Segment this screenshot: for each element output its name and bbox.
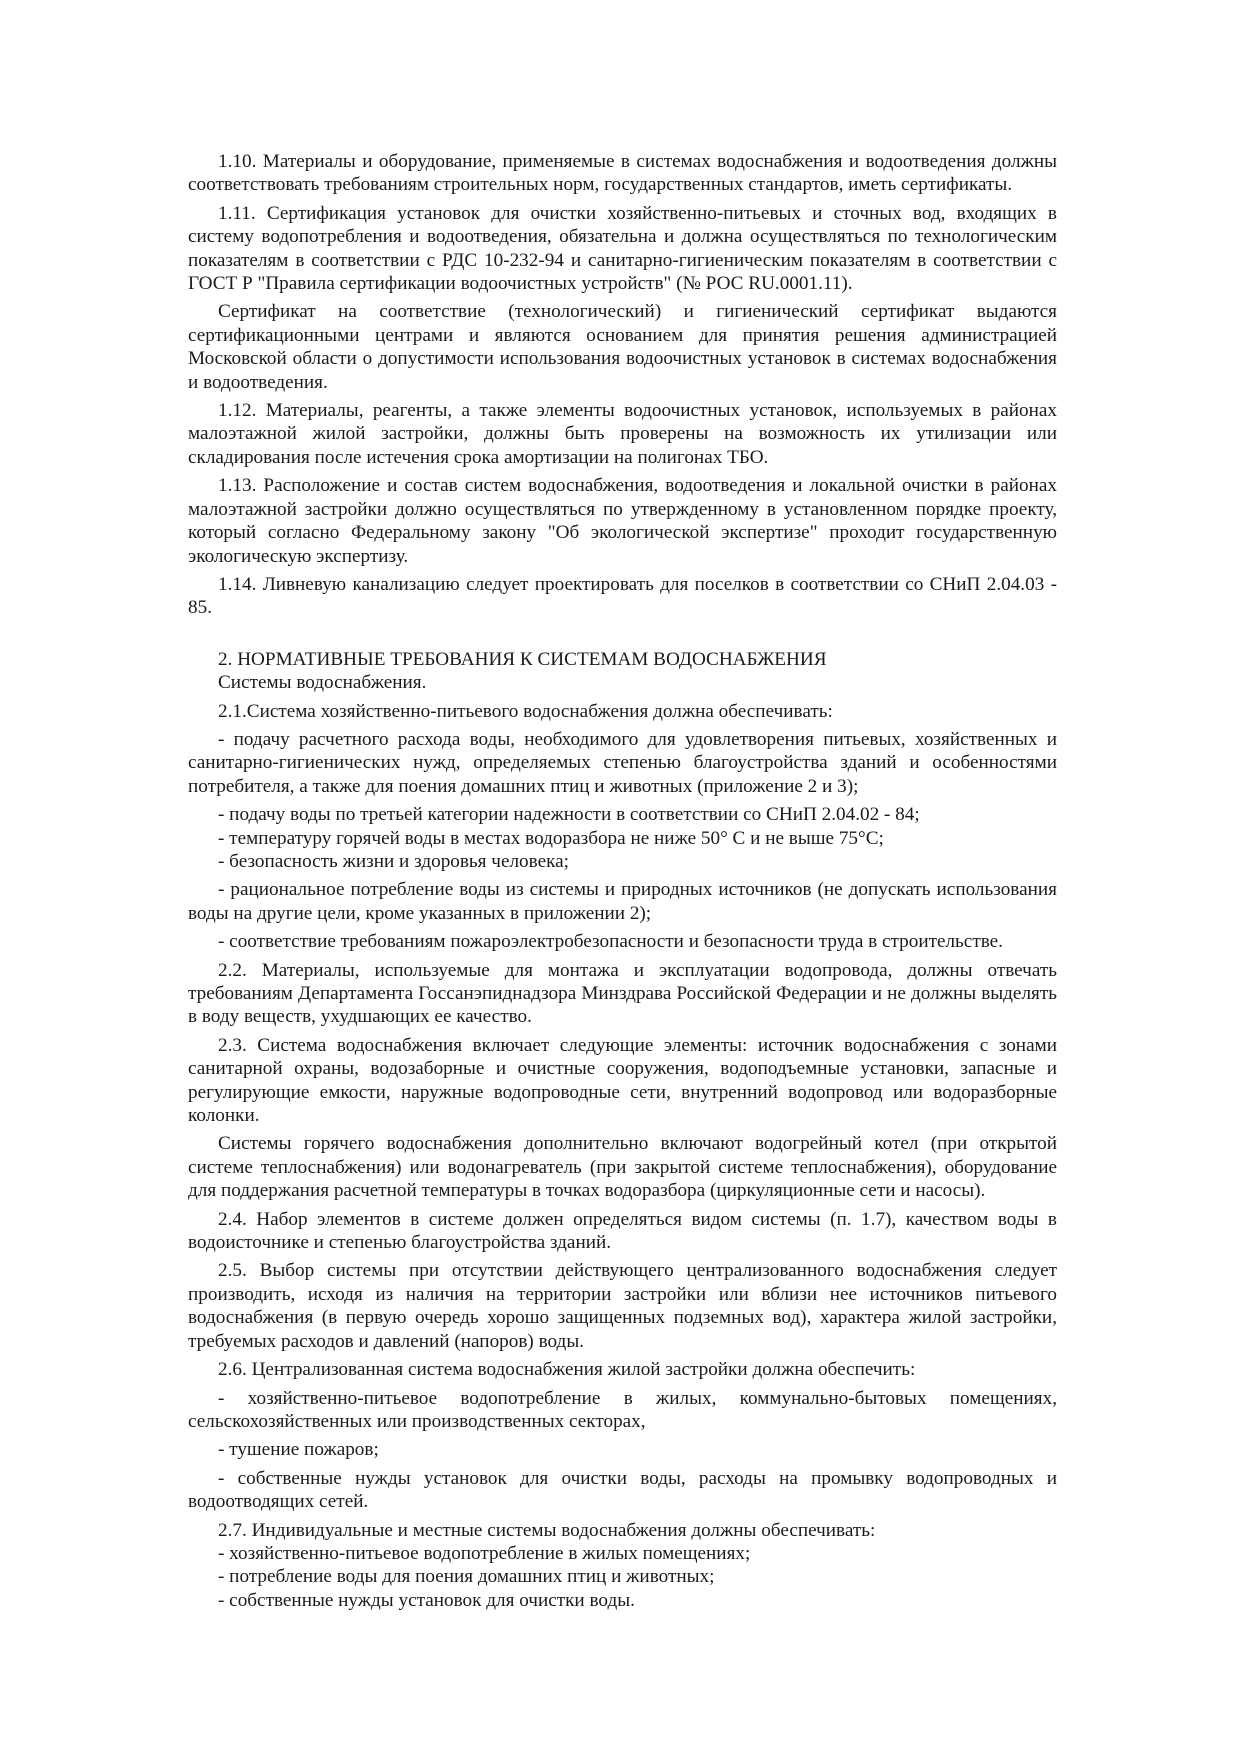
list-item-supply: - подачу расчетного расхода воды, необходимого для удовлетворения питьевых, хозяйственных и санитарно-гигиенических нужд, определяемых степенью благоустройства зданий и особенностями потребителя, а также для поения домашних птиц и животных (приложение 2 и 3); — [188, 728, 1057, 797]
paragraph-2-1: 2.1.Система хозяйственно-питьевого водоснабжения должна обеспечивать: — [218, 700, 833, 722]
paragraph-1-14: 1.14. Ливневую канализацию следует проектировать для поселков в соответствии со СНиП 2.04.03 - 85. — [188, 573, 1057, 619]
list-item-household: - хозяйственно-питьевое водопотребление в жилых, коммунально-бытовых помещениях, сельскохозяйственных или производственных секторах, — [188, 1387, 1057, 1432]
paragraph-2-2: 2.2. Материалы, используемые для монтажа и эксплуатации водопровода, должны отвечать требованиям Департамента Госсанэпиднадзора Минздрава Российской Федерации и не должны выделять в воду веществ, ухудшающих ее качество. — [188, 959, 1057, 1028]
paragraph-1-13: 1.13. Расположение и состав систем водоснабжения, водоотведения и локальной очистки в районах малоэтажной застройки должно осуществляться по утвержденному в установленном порядке проекту, который согласно Федеральному закону "Об экологической экспертизе" проходит государственную экологическую экспертизу. — [188, 475, 1057, 567]
list-item-firefighting: - тушение пожаров; — [218, 1439, 379, 1461]
paragraph-2-7: 2.7. Индивидуальные и местные системы водоснабжения должны обеспечивать: — [218, 1519, 876, 1541]
paragraph-hot-water: Системы горячего водоснабжения дополнительно включают водогрейный котел (при открытой системе теплоснабжения) или водонагреватель (при закрытой системе теплоснабжения), оборудование для поддержания расчетной температуры в точках водоразбора (циркуляционные сети и насосы). — [188, 1133, 1057, 1202]
section-2-heading: 2. НОРМАТИВНЫЕ ТРЕБОВАНИЯ К СИСТЕМАМ ВОДОСНАБЖЕНИЯ — [218, 648, 827, 670]
paragraph-2-5: 2.5. Выбор системы при отсутствии действующего централизованного водоснабжения следует производить, исходя из наличия на территории застройки или вблизи нее источников питьевого водоснабжения (в первую очередь хорошо защищенных подземных вод), характера жилой застройки, требуемых расходов и давлений (напоров) воды. — [188, 1260, 1057, 1352]
paragraph-2-6: 2.6. Централизованная система водоснабжения жилой застройки должна обеспечить: — [218, 1359, 916, 1381]
paragraph-1-11: 1.11. Сертификация установок для очистки хозяйственно-питьевых и сточных вод, входящих в систему водопотребления и водоотведения, обязательна и должна осуществляться по технологическим показателям в соответствии с РДС 10-232-94 и санитарно-гигиеническим показателям в соответствии с ГОСТ Р "Правила сертификации водоочистных устройств" (№ РОС RU.0001.11). — [188, 202, 1057, 295]
paragraph-certificate: Сертификат на соответствие (технологический) и гигиенический сертификат выдаются сертификационными центрами и являются основанием для принятия решения администрацией Московской области о допустимости использования водоочистных установок в системах водоснабжения и водоотведения. — [188, 301, 1057, 393]
paragraph-2-4: 2.4. Набор элементов в системе должен определяться видом системы (п. 1.7), качеством воды в водоисточнике и степенью благоустройства зданий. — [188, 1208, 1057, 1254]
paragraph-2-3: 2.3. Система водоснабжения включает следующие элементы: источник водоснабжения с зонами санитарной охраны, водозаборные и очистные сооружения, водоподъемные установки, запасные и регулирующие емкости, наружные водопроводные сети, внутренний водопровод или водоразборные колонки. — [188, 1034, 1057, 1127]
paragraph-1-10: 1.10. Материалы и оборудование, применяемые в системах водоснабжения и водоотведения должны соответствовать требованиям строительных норм, государственных стандартов, иметь сертификаты. — [188, 151, 1057, 196]
list-item-own-needs: - собственные нужды установок для очистки воды, расходы на промывку водопроводных и водоотводящих сетей. — [188, 1467, 1057, 1513]
list-item-treatment-needs: - собственные нужды установок для очистки воды. — [218, 1589, 635, 1611]
list-item-reliability: - подачу воды по третьей категории надежности в соответствии со СНиП 2.04.02 - 84; — [218, 804, 920, 826]
list-item-safety: - безопасность жизни и здоровья человека; — [218, 850, 569, 872]
subsection-title: Системы водоснабжения. — [218, 672, 427, 694]
list-item-livestock: - потребление воды для поения домашних птиц и животных; — [218, 1566, 715, 1588]
paragraph-1-12: 1.12. Материалы, реагенты, а также элементы водоочистных установок, используемых в районах малоэтажной жилой застройки, должны быть проверены на возможность их утилизации или складирования после истечения срока амортизации на полигонах ТБО. — [188, 400, 1057, 468]
list-item-rational-use: - рациональное потребление воды из системы и природных источников (не допускать использования воды на другие цели, кроме указанных в приложении 2); — [188, 879, 1057, 924]
list-item-temperature: - температуру горячей воды в местах водоразбора не ниже 50° С и не выше 75°С; — [218, 827, 884, 849]
section-gap — [188, 620, 1057, 643]
list-item-household-residential: - хозяйственно-питьевое водопотребление в жилых помещениях; — [218, 1542, 751, 1564]
list-item-fire-safety: - соответствие требованиям пожароэлектробезопасности и безопасности труда в строительстве. — [218, 931, 1003, 953]
document-page — [188, 150, 1057, 1612]
